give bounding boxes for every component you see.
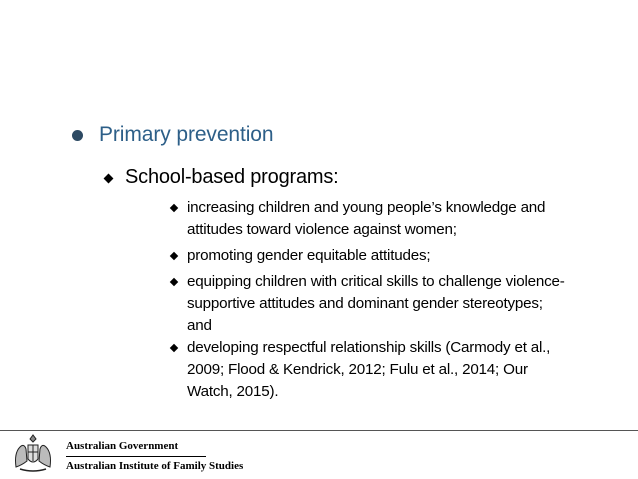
diamond-bullet-icon bbox=[104, 174, 114, 184]
diamond-bullet-icon bbox=[170, 204, 178, 212]
diamond-bullet-icon bbox=[170, 252, 178, 260]
level2-bullet-text: School-based programs: bbox=[125, 166, 339, 188]
level1-bullet-text: Primary prevention bbox=[99, 123, 274, 146]
filled-circle-bullet-icon bbox=[72, 130, 83, 141]
list-item-text: increasing children and young people’s knowledge and attitudes toward violence against women; bbox=[187, 199, 546, 238]
list-item bbox=[150, 245, 570, 267]
list-item bbox=[150, 271, 570, 337]
list-item bbox=[150, 197, 570, 241]
institute-label: Australian Institute of Family Studies bbox=[66, 460, 244, 472]
government-label: Australian Government bbox=[66, 440, 179, 452]
diamond-bullet-icon bbox=[170, 278, 178, 286]
school-based-programs-subheading bbox=[105, 166, 339, 189]
program-items-list bbox=[150, 197, 570, 407]
footer-divider-line bbox=[0, 430, 638, 431]
footer-label-divider bbox=[66, 456, 206, 457]
list-item-text: promoting gender equitable attitudes; bbox=[187, 247, 431, 264]
list-item bbox=[150, 337, 570, 403]
commonwealth-coat-of-arms-icon bbox=[8, 433, 58, 475]
list-item-text: developing respectful relationship skills (Carmody et al., 2009; Flood & Kendrick, 2012; Fulu et al., 2014; Our Watch, 2015). bbox=[187, 339, 551, 400]
list-item-text: equipping children with critical skills to challenge violence- supportive attitudes and dominant gender stereotypes; and bbox=[187, 273, 565, 334]
diamond-bullet-icon bbox=[170, 344, 178, 352]
primary-prevention-heading bbox=[72, 123, 273, 147]
